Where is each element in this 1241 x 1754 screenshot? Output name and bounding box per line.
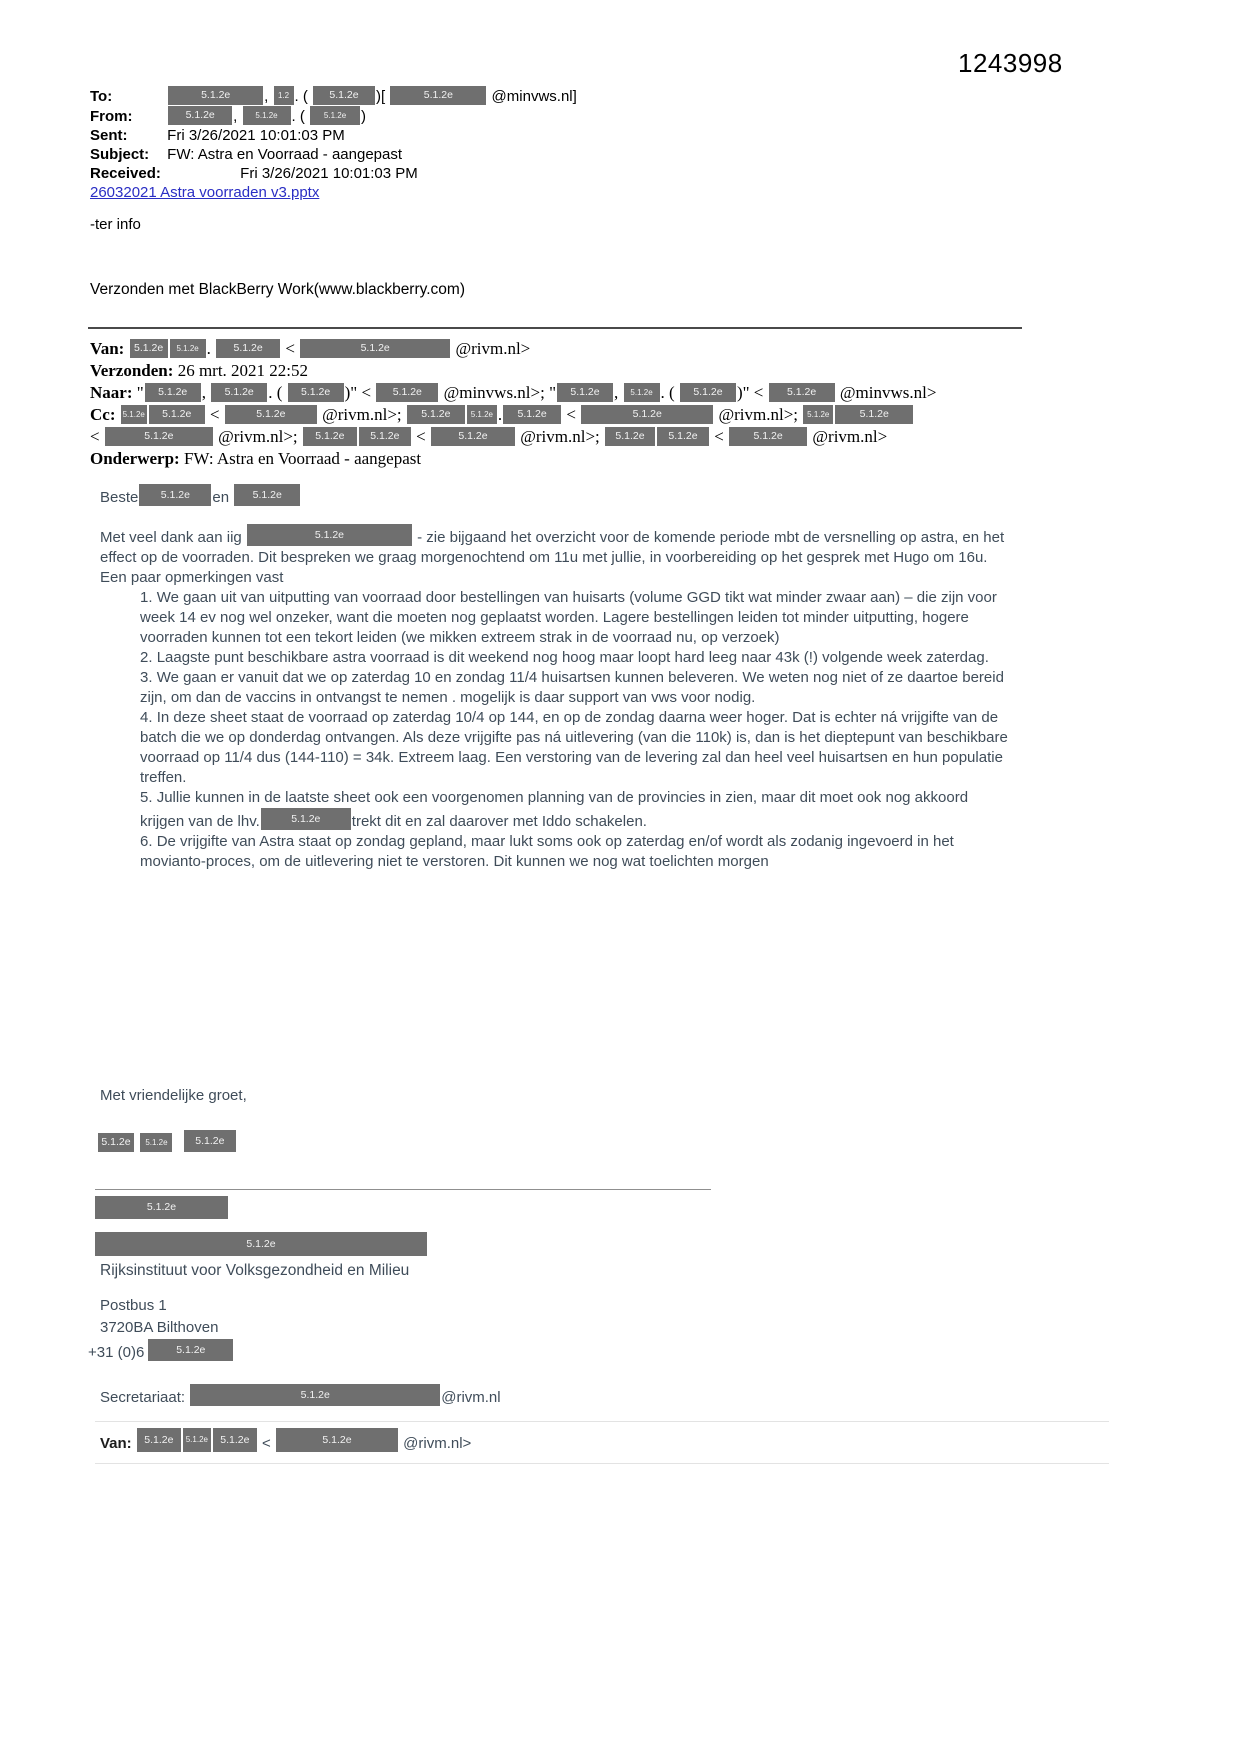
redaction-box: 5.1.2e bbox=[303, 427, 357, 446]
redaction-box: 5.1.2e bbox=[145, 383, 201, 402]
phone-line bbox=[88, 1339, 234, 1361]
verzonden-row bbox=[90, 360, 1160, 382]
naar-domain-1: @minvws.nl>; " bbox=[443, 383, 557, 402]
redaction-box: 5.1.2e bbox=[170, 339, 206, 358]
van-label: Van: bbox=[90, 339, 125, 358]
onderwerp-label: Onderwerp: bbox=[90, 449, 180, 468]
verzonden-label: Verzonden: bbox=[90, 361, 174, 380]
redaction-box: 5.1.2e bbox=[168, 106, 232, 125]
redaction-box: 5.1.2e bbox=[467, 405, 497, 424]
sent-value: Fri 3/26/2021 10:01:03 PM bbox=[167, 127, 345, 144]
item-text: De vrijgifte van Astra staat op zondag gepland, maar lukt soms ook op zaterdag en/of wordt als zodanig ingevoerd in het movianto-proces, om de uitlevering niet te verstoren. Dit kunnen we nog wat toelichten morgen bbox=[140, 833, 954, 870]
redaction-box: 5.1.2e bbox=[183, 1428, 211, 1452]
item-text: We gaan er vanuit dat we op zaterdag 10 en zondag 11/4 huisartsen kunnen beleveren. We weten nog niet of ze daartoe bereid zijn, om dan de vaccins in ontvangst te nemen . mogelijk is daar support van vws voor nodig. bbox=[140, 669, 1004, 706]
received-label: Received: bbox=[90, 165, 161, 182]
subject-value: FW: Astra en Voorraad - aangepast bbox=[167, 146, 403, 163]
separator-text: . ( bbox=[660, 383, 675, 402]
item-number: 2. bbox=[140, 649, 153, 666]
redaction-box: 5.1.2e bbox=[729, 427, 807, 446]
redaction-box: 5.1.2e bbox=[121, 405, 147, 424]
redaction-box: 5.1.2e bbox=[225, 405, 317, 424]
redaction-box: 5.1.2e bbox=[376, 383, 438, 402]
greeting-line bbox=[100, 484, 1015, 508]
separator-text: " bbox=[136, 383, 144, 402]
to-label: To: bbox=[90, 88, 113, 105]
email-body bbox=[100, 484, 1015, 872]
separator-text: ) bbox=[361, 108, 367, 125]
redaction-box: 5.1.2e bbox=[503, 405, 561, 424]
redaction-box: 5.1.2e bbox=[105, 427, 213, 446]
redaction-box: 5.1.2e bbox=[213, 1428, 257, 1452]
cc-label: Cc: bbox=[90, 405, 116, 424]
redaction-box: 5.1.2e bbox=[190, 1384, 440, 1406]
redaction-box: 5.1.2e bbox=[657, 427, 709, 446]
redaction-box: 5.1.2e bbox=[211, 383, 267, 402]
redaction-box: 5.1.2e bbox=[313, 86, 375, 105]
redaction-box: 5.1.2e bbox=[310, 106, 360, 125]
item-text: We gaan uit van uitputting van voorraad door bestellingen van huisarts (volume GGD tikt wat minder zwaar aan) – die zijn voor week 14 ev nog wel onzeker, want die moeten nog geplaatst worden. Lagere bestellingen leiden tot minder uitputting, hogere voorraden kunnen tot een tekort leiden (we mikken extreem strak in de voorraad nu, op verzoek) bbox=[140, 589, 997, 646]
attachment-link[interactable]: 26032021 Astra voorraden v3.pptx bbox=[90, 184, 320, 201]
cc-row-1 bbox=[90, 404, 1160, 426]
separator-text: )[ bbox=[376, 88, 386, 105]
redaction-box: 5.1.2e bbox=[247, 524, 412, 546]
footer-van-label: Van: bbox=[100, 1435, 132, 1452]
separator-text: < bbox=[209, 405, 220, 424]
item-number: 5. bbox=[140, 789, 153, 806]
header-received-row bbox=[90, 164, 1040, 183]
cc-row-2 bbox=[90, 426, 1160, 448]
document-number: 1243998 bbox=[958, 48, 1063, 78]
cc-domain: @rivm.nl>; bbox=[520, 427, 600, 446]
item-text: In deze sheet staat de voorraad op zaterdag 10/4 op 144, en op de zondag daarna weer hoger. Dat is echter ná vrijgifte van de batch die we op donderdag ontvangen. Als deze vrijgifte pas ná uitlevering (van die 110k) is, dan is het dieptepunt van beschikbare voorraad op 11/4 dus (144-110) = 34k. Extreem laag. Een verstoring van de levering zal dan heel veel huisartsen en hun populatie treffen. bbox=[140, 709, 1008, 786]
redaction-box: 5.1.2e bbox=[288, 383, 344, 402]
address-line-1: Postbus 1 bbox=[100, 1297, 167, 1314]
footer-van-domain: @rivm.nl> bbox=[403, 1435, 472, 1452]
footer-van-row bbox=[100, 1428, 471, 1452]
item-number: 1. bbox=[140, 589, 153, 606]
separator-text: . bbox=[206, 339, 211, 358]
item-number: 3. bbox=[140, 669, 153, 686]
redaction-box: 5.1.2e bbox=[557, 383, 613, 402]
redaction-box: 5.1.2e bbox=[835, 405, 913, 424]
greeting-middle: en bbox=[212, 489, 230, 506]
separator-text: , bbox=[264, 88, 269, 105]
redaction-box: 5.1.2e bbox=[300, 339, 450, 358]
list-item bbox=[140, 588, 1015, 648]
redaction-box: 5.1.2e bbox=[680, 383, 736, 402]
numbered-list bbox=[140, 588, 1015, 872]
naar-label: Naar: bbox=[90, 383, 133, 402]
redaction-box: 5.1.2e bbox=[390, 86, 486, 105]
header-sent-row bbox=[90, 126, 1040, 145]
list-item bbox=[140, 788, 1015, 832]
secretariat-line bbox=[100, 1384, 501, 1406]
redaction-box: 5.1.2e bbox=[95, 1232, 427, 1256]
address-line-2: 3720BA Bilthoven bbox=[100, 1319, 219, 1336]
subject-label: Subject: bbox=[90, 146, 150, 163]
redaction-box: 5.1.2e bbox=[581, 405, 713, 424]
header-to-row bbox=[90, 86, 1040, 106]
para-prefix: Met veel dank aan iig bbox=[100, 529, 242, 546]
footer-divider-top bbox=[95, 1421, 1109, 1422]
redaction-box: 5.1.2e bbox=[431, 427, 515, 446]
phone-prefix: +31 (0)6 bbox=[88, 1344, 145, 1361]
redaction-box: 5.1.2e bbox=[359, 427, 411, 446]
redaction-box: 5.1.2e bbox=[137, 1428, 181, 1452]
note-text: -ter info bbox=[90, 216, 141, 233]
separator-text: < bbox=[285, 339, 295, 358]
verzonden-value: 26 mrt. 2021 22:52 bbox=[173, 361, 309, 380]
list-item bbox=[140, 832, 1015, 872]
separator-text: < bbox=[262, 1435, 271, 1452]
header-attachment-row bbox=[90, 183, 1040, 202]
to-domain: @minvws.nl] bbox=[491, 88, 577, 105]
cc-domain-end: @rivm.nl> bbox=[812, 427, 888, 446]
separator-text: . ( bbox=[268, 383, 283, 402]
header-from-row bbox=[90, 106, 1040, 126]
redaction-box: 5.1.2e bbox=[243, 106, 291, 125]
sent-label: Sent: bbox=[90, 127, 128, 144]
naar-domain-2: @minvws.nl> bbox=[839, 383, 937, 402]
redaction-box: 5.1.2e bbox=[95, 1196, 228, 1219]
redaction-box: 1.2 bbox=[274, 86, 294, 105]
separator-text: . bbox=[497, 405, 503, 424]
onderwerp-value: FW: Astra en Voorraad - aangepast bbox=[179, 449, 422, 468]
redaction-box: 5.1.2e bbox=[216, 339, 280, 358]
forward-header bbox=[90, 338, 1160, 470]
para-suffix: - zie bijgaand het overzicht voor de komende periode mbt de versnelling op astra, en het effect op de voorraden. Dit bespreken we graag morgenochtend om 11u met jullie, in voorbereiding op het gesprek met Hugo om 16u. Een paar opmerkingen vast bbox=[100, 529, 1005, 586]
footer-divider-bottom bbox=[95, 1463, 1109, 1464]
redaction-box: 5.1.2e bbox=[139, 484, 211, 506]
closing-line: Met vriendelijke groet, bbox=[100, 1087, 247, 1104]
separator-text: < bbox=[714, 427, 724, 446]
blackberry-line: Verzonden met BlackBerry Work(www.blackberry.com) bbox=[90, 281, 465, 298]
cc-domain: @rivm.nl>; bbox=[218, 427, 298, 446]
greeting-prefix: Beste bbox=[100, 489, 139, 506]
redaction-box: 5.1.2e bbox=[140, 1133, 172, 1152]
separator-text: , bbox=[233, 108, 238, 125]
list-item bbox=[140, 668, 1015, 708]
item-text-pre: Jullie kunnen in de laatste sheet ook een voorgenomen planning van de provincies in zien, maar dit moet ook nog akkoord krijgen van de lhv. bbox=[140, 789, 969, 830]
item-number: 6. bbox=[140, 833, 153, 850]
separator-text: )" < bbox=[736, 383, 764, 402]
signature-name-boxes bbox=[97, 1130, 237, 1153]
received-value: Fri 3/26/2021 10:01:03 PM bbox=[240, 165, 418, 182]
redaction-box: 5.1.2e bbox=[130, 339, 168, 358]
redaction-box: 5.1.2e bbox=[148, 1339, 233, 1361]
cc-domain: @rivm.nl>; bbox=[718, 405, 799, 424]
item-text-post: trekt dit en zal daarover met Iddo schakelen. bbox=[351, 813, 647, 830]
secretariat-label: Secretariaat: bbox=[100, 1389, 186, 1406]
separator-text: , bbox=[201, 383, 206, 402]
secretariat-domain: @rivm.nl bbox=[441, 1389, 501, 1406]
redaction-box: 5.1.2e bbox=[276, 1428, 398, 1452]
list-item bbox=[140, 708, 1015, 788]
redaction-box: 5.1.2e bbox=[605, 427, 655, 446]
email-header bbox=[90, 86, 1040, 202]
header-subject-row bbox=[90, 145, 1040, 164]
header-divider bbox=[88, 327, 1022, 329]
redaction-box: 5.1.2e bbox=[769, 383, 835, 402]
separator-text: < bbox=[566, 405, 576, 424]
redaction-box: 5.1.2e bbox=[261, 808, 351, 830]
from-label: From: bbox=[90, 108, 133, 125]
signature-divider bbox=[95, 1189, 711, 1190]
redaction-box: 5.1.2e bbox=[407, 405, 465, 424]
van-row bbox=[90, 338, 1160, 360]
redaction-box: 5.1.2e bbox=[98, 1133, 134, 1152]
separator-text: )" < bbox=[344, 383, 372, 402]
item-text: Laagste punt beschikbare astra voorraad is dit weekend nog hoog maar loopt hard leeg naar 43k (!) volgende week zaterdag. bbox=[156, 649, 989, 666]
separator-text: . ( bbox=[294, 88, 308, 105]
item-number: 4. bbox=[140, 709, 153, 726]
body-paragraph bbox=[100, 524, 1015, 588]
redaction-box: 5.1.2e bbox=[184, 1130, 236, 1152]
naar-row bbox=[90, 382, 1160, 404]
separator-text: < bbox=[90, 427, 100, 446]
separator-text: < bbox=[416, 427, 426, 446]
redaction-box: 5.1.2e bbox=[234, 484, 300, 506]
cc-domain: @rivm.nl>; bbox=[322, 405, 402, 424]
redaction-box: 5.1.2e bbox=[624, 383, 660, 402]
van-domain: @rivm.nl> bbox=[455, 339, 531, 358]
redaction-box: 5.1.2e bbox=[149, 405, 205, 424]
onderwerp-row bbox=[90, 448, 1160, 470]
organization-name: Rijksinstituut voor Volksgezondheid en Milieu bbox=[100, 1262, 410, 1279]
redaction-box: 5.1.2e bbox=[803, 405, 833, 424]
separator-text: , bbox=[614, 383, 619, 402]
redaction-box: 5.1.2e bbox=[168, 86, 263, 105]
list-item bbox=[140, 648, 1015, 668]
separator-text: . ( bbox=[291, 108, 305, 125]
